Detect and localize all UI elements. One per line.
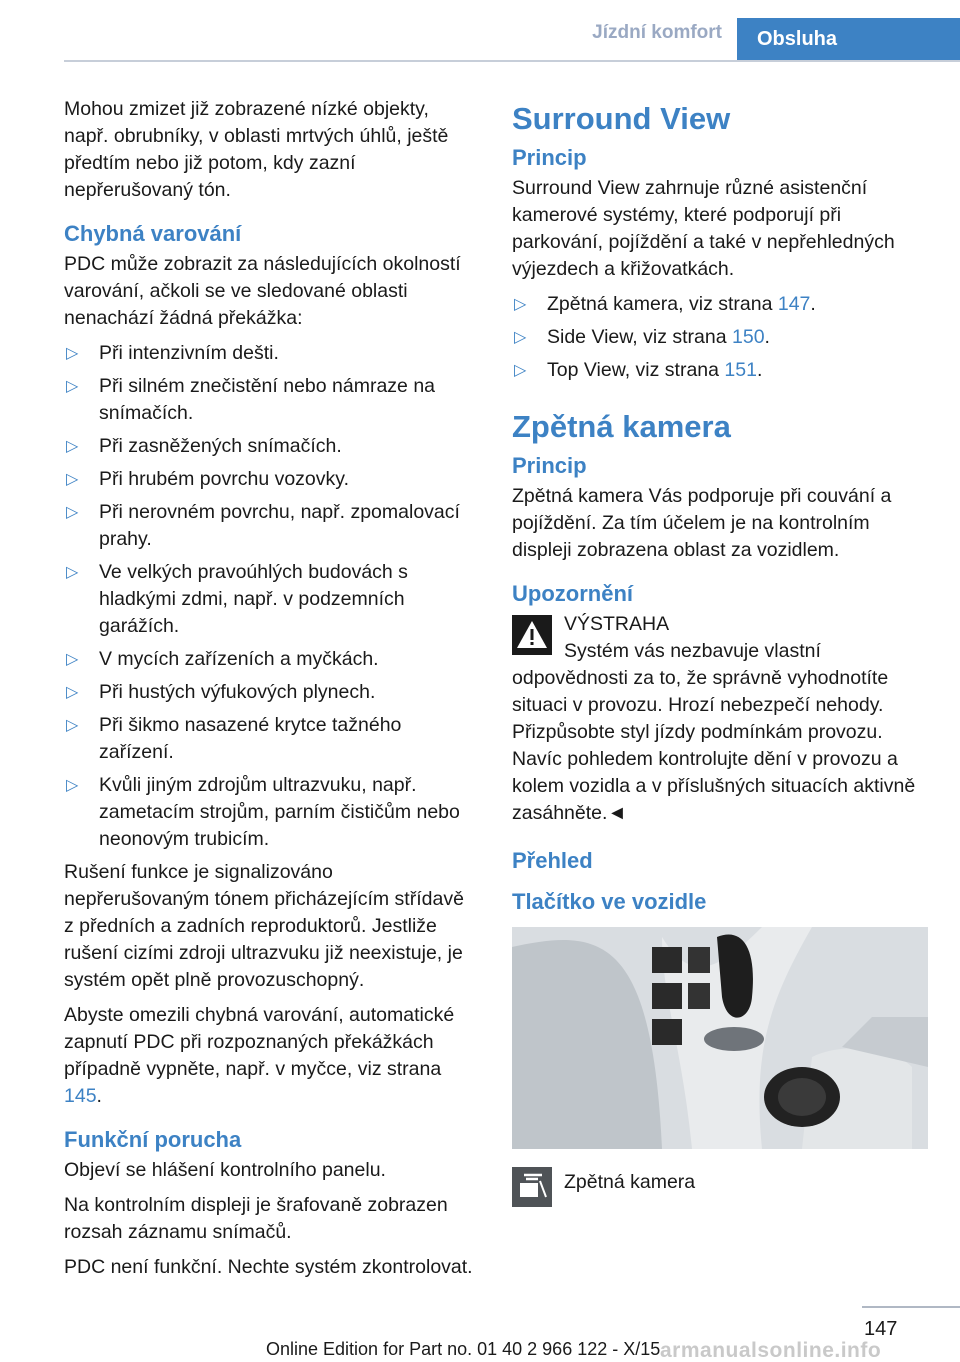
list-item: ▷ Při hrubém povrchu vozovky.: [64, 466, 476, 493]
bullet-triangle-icon: ▷: [66, 438, 79, 455]
rear-camera-principle-heading: Princip: [512, 453, 587, 478]
list-item: ▷ Při intenzivním dešti.: [64, 340, 476, 367]
section-tab: Jízdní komfort: [592, 22, 722, 43]
false-warnings-list: [64, 340, 476, 853]
button-heading: Tlačítko ve vozidle: [512, 889, 707, 914]
caption-text: Zpětná kamera: [564, 1171, 696, 1193]
false-warnings-text: PDC může zobrazit za následujících okolností varování, ačkoli se ve sledované oblasti nenachází žádná překážka:: [64, 253, 461, 329]
malfunction-heading: Funkční porucha: [64, 1127, 242, 1152]
vehicle-console-photo: [512, 927, 928, 1149]
bullet-triangle-icon: ▷: [66, 717, 79, 734]
chapter-tab: Obsluha: [737, 18, 960, 62]
left-column: [64, 96, 476, 1289]
list-item: ▷ Při hustých výfukových plynech.: [64, 679, 476, 706]
header-divider: [64, 60, 960, 62]
intro-paragraph: Mohou zmizet již zobrazené nízké objekty, např. obrubníky, v oblasti mrtvých úhlů, ještě předtím nebo již potom, kdy zazní nepřerušovaný tón.: [64, 98, 449, 201]
notice-heading: Upozornění: [512, 581, 633, 606]
false-warnings-heading: Chybná varování: [64, 221, 242, 246]
rear-camera-text: Zpětná kamera Vás podporuje při couvání a pojíždění. Za tím účelem je na kontrolním displeji zobrazena oblast za vozidlem.: [512, 485, 892, 561]
list-item: ▷ Při silném znečistění nebo námraze na snímačích.: [66, 375, 436, 424]
page-number: 147: [864, 1318, 898, 1340]
bullet-triangle-icon: ▷: [66, 684, 79, 701]
watermark-text: armanualsonline.info: [660, 1339, 882, 1362]
page-link-151[interactable]: 151: [724, 359, 757, 381]
list-item: ▷ Ve velkých pravoúhlých budovách s hladkými zdmi, např. v podzemních garážích.: [66, 561, 408, 637]
page-link-150[interactable]: 150: [732, 326, 765, 348]
warning-triangle-icon: [512, 615, 552, 655]
malfunction-p2: Na kontrolním displeji je šrafovaně zobrazen rozsah záznamu snímačů.: [64, 1194, 448, 1243]
bullet-triangle-icon: ▷: [66, 504, 79, 521]
warning-text: Systém vás nezbavuje vlastní odpovědnosti za to, že správně vyhodnotíte situaci v provozu. Hrozí nebezpečí nehody. Přizpůsobte styl jízdy podmínkám provozu. Navíc pohledem kontrolujte dění v provozu a kolem vozidla a v příslušných situacích aktivně zasáhněte.◄: [512, 640, 916, 824]
surround-list: [512, 291, 930, 384]
page-link-145[interactable]: 145: [64, 1085, 97, 1107]
reduce-warnings-paragraph: Abyste omezili chybná varování, automatické zapnutí PDC při rozpoznaných překážkách případně vypněte, např. v myčce, viz strana 145.: [64, 1004, 455, 1107]
overview-heading: Přehled: [512, 848, 593, 873]
surround-view-title: Surround View: [512, 101, 731, 136]
list-item: ▷ Při zasněžených snímačích.: [64, 433, 476, 460]
bullet-triangle-icon: ▷: [514, 296, 527, 313]
warning-label: VÝSTRAHA: [564, 613, 670, 635]
list-item: ▷ V mycích zařízeních a myčkách.: [64, 646, 476, 673]
page-link-147[interactable]: 147: [777, 293, 811, 315]
list-item: ▷ Zpětná kamera, viz strana 147.: [512, 291, 930, 318]
bullet-triangle-icon: ▷: [66, 651, 79, 668]
caption-row: [512, 1169, 930, 1196]
malfunction-p1: Objeví se hlášení kontrolního panelu.: [64, 1159, 386, 1181]
surround-principle-heading: Princip: [512, 145, 587, 170]
warning-block: [512, 611, 930, 827]
list-item: ▷ Top View, viz strana 151.: [512, 357, 930, 384]
interference-paragraph: Rušení funkce je signalizováno nepřerušovaným tónem přicházejícím střídavě z předních a zadních reproduktorů. Jestliže rušení cizími zdroji ultrazvuku již neexistuje, je systém opět plně provozuschopný.: [64, 861, 464, 991]
malfunction-p3: PDC není funkční. Nechte systém zkontrolovat.: [64, 1256, 473, 1278]
footer-divider: [862, 1306, 960, 1308]
bullet-triangle-icon: ▷: [66, 471, 79, 488]
bullet-triangle-icon: ▷: [66, 564, 79, 581]
surround-text: Surround View zahrnuje různé asistenční kamerové systémy, které podporují při parkování, pojíždění a také v nepřehledných výjezdech a křižovatkách.: [512, 177, 895, 280]
right-column: [512, 100, 930, 1196]
rear-camera-button-icon: [512, 1167, 552, 1207]
edition-text: Online Edition for Part no. 01 40 2 966 122 - X/15: [266, 1339, 661, 1359]
list-item: ▷ Při šikmo nasazené krytce tažného zařízení.: [66, 714, 402, 763]
list-item: ▷ Kvůli jiným zdrojům ultrazvuku, např. zametacím strojům, parním čističům nebo neonovým trubicím.: [66, 774, 460, 850]
bullet-triangle-icon: ▷: [514, 362, 527, 379]
rear-camera-title: Zpětná kamera: [512, 409, 731, 444]
list-item: ▷ Side View, viz strana 150.: [512, 324, 930, 351]
list-item: ▷ Při nerovném povrchu, např. zpomalovací prahy.: [66, 501, 460, 550]
bullet-triangle-icon: ▷: [514, 329, 527, 346]
bullet-triangle-icon: ▷: [66, 345, 79, 362]
bullet-triangle-icon: ▷: [66, 378, 79, 395]
bullet-triangle-icon: ▷: [66, 777, 79, 794]
